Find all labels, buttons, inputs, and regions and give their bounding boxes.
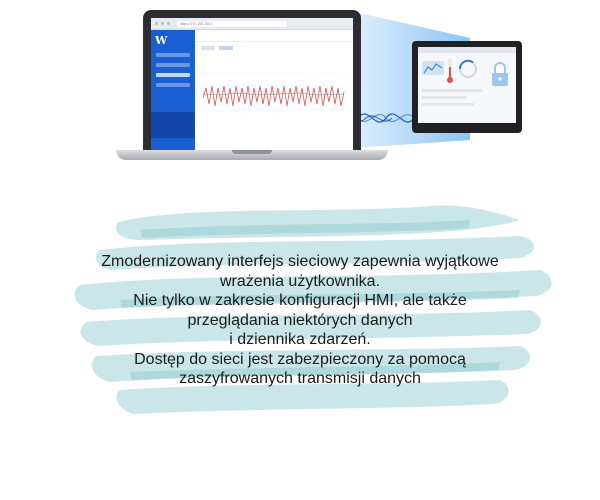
- caption-line: i dziennika zdarzeń.: [229, 331, 371, 348]
- caption-line: Nie tylko w zakresie konfiguracji HMI, ale także: [133, 292, 467, 309]
- caption-line: wrażenia użytkownika.: [219, 272, 381, 290]
- caption-line: zaszyfrowanych transmisji danych: [179, 370, 421, 387]
- app-logo: W: [155, 34, 168, 47]
- caption-line: Zmodernizowany interfejs sieciowy zapewnia wyjątkowe: [101, 253, 499, 270]
- caption-text: [60, 252, 540, 389]
- address-bar: https://192.168.100.1: [177, 21, 287, 27]
- caption-line: przeglądania niektórych danych: [187, 311, 413, 329]
- caption-line: Dostęp do sieci jest zabezpieczony za pomocą: [134, 350, 466, 368]
